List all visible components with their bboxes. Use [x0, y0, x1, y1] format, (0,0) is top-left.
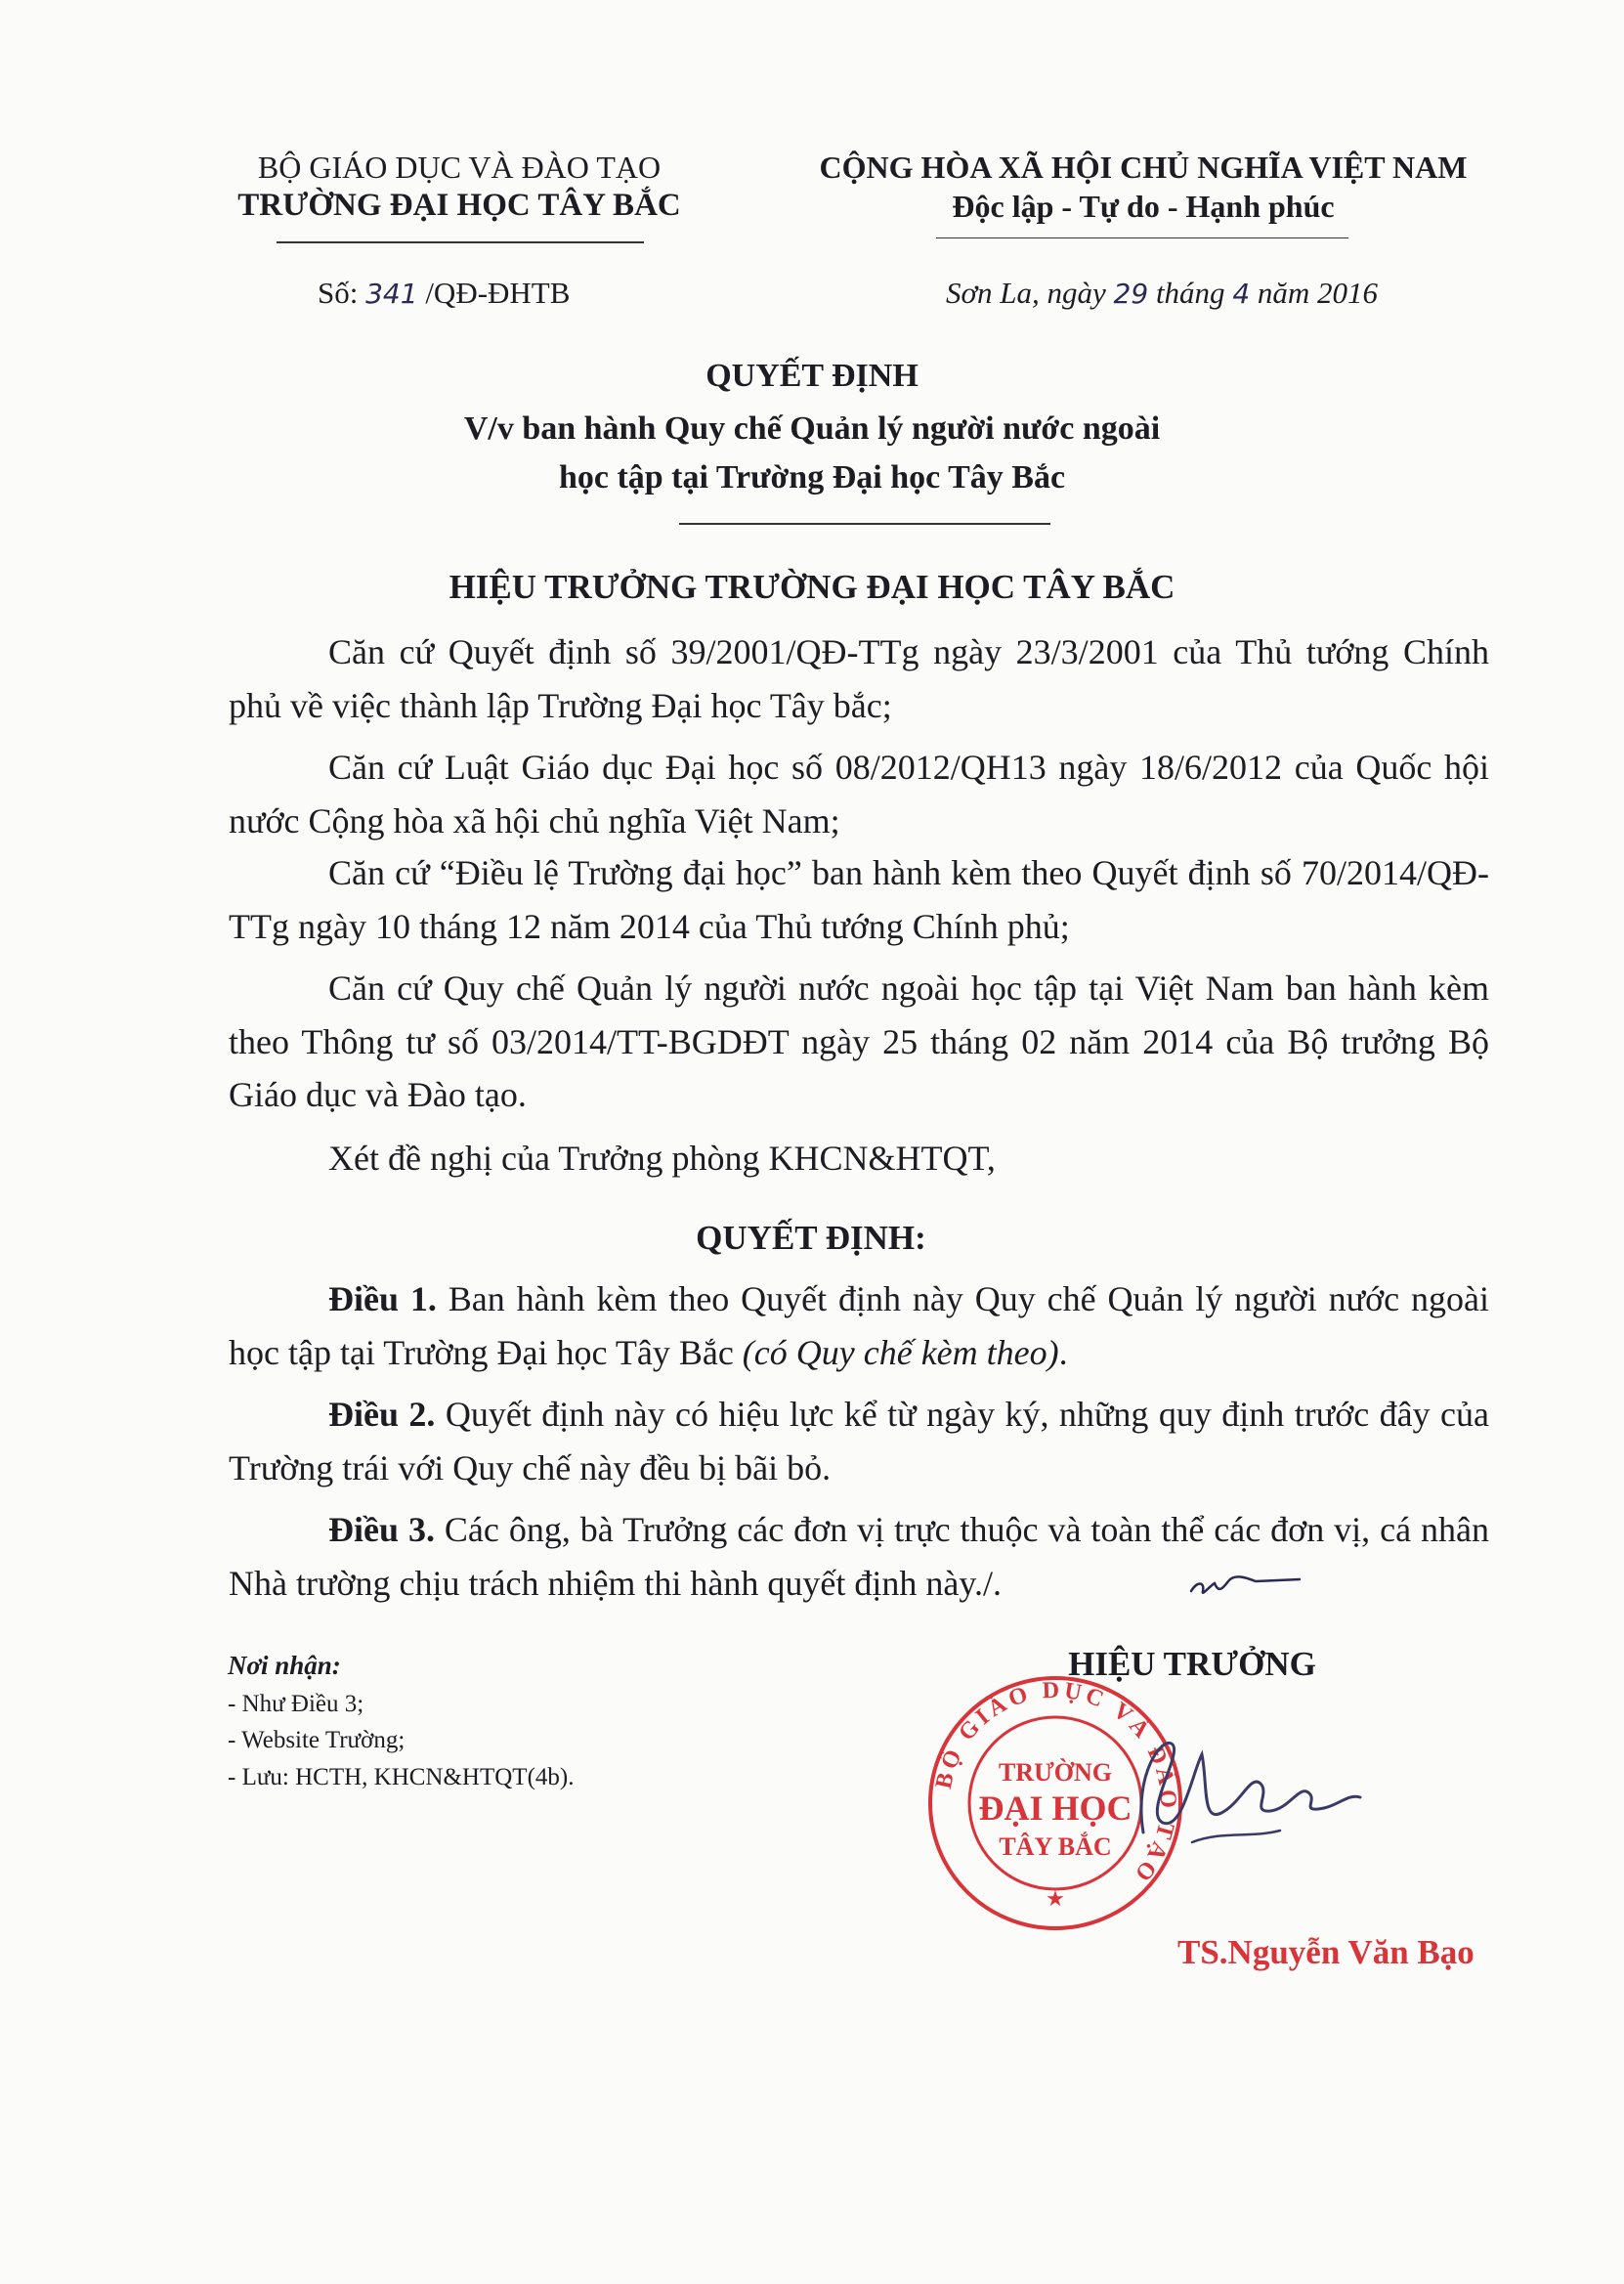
recipient-item: - Lưu: HCTH, KHCN&HTQT(4b).	[228, 1763, 575, 1790]
date-month: 4	[1232, 278, 1251, 310]
article-1-italic: (có Quy chế kèm theo)	[742, 1332, 1059, 1372]
article-3-label: Điều 3.	[328, 1510, 435, 1549]
authority-heading: HIỆU TRƯỞNG TRƯỜNG ĐẠI HỌC TÂY BẮC	[449, 568, 1175, 606]
date-day: 29	[1113, 278, 1149, 310]
subject-line-1: V/v ban hành Quy chế Quản lý người nước ngoài	[463, 410, 1161, 447]
article-1-label: Điều 1.	[328, 1279, 437, 1318]
subject-line-2: học tập tại Trường Đại học Tây Bắc	[558, 459, 1066, 496]
ministry-name: BỘ GIÁO DỤC VÀ ĐÀO TẠO	[257, 150, 662, 185]
basis-3: Căn cứ “Điều lệ Trường đại học” ban hành kèm theo Quyết định số 70/2014/QĐ-TTg ngày 10 tháng 12 năm 2014 của Thủ tướng Chính phủ;	[229, 853, 1489, 946]
title-rule	[679, 523, 1050, 525]
document-number	[318, 276, 570, 311]
article-2-text: Quyết định này có hiệu lực kể từ ngày ký, những quy định trước đây của Trường trái với Quy chế này đều bị bãi bỏ.	[229, 1395, 1489, 1487]
star-icon: ★	[1046, 1886, 1065, 1911]
date-year: năm 2016	[1250, 276, 1379, 310]
nation-name: CỘNG HÒA XÃ HỘI CHỦ NGHĨA VIỆT NAM	[819, 150, 1468, 185]
header-left-rule	[277, 241, 644, 243]
stamp-outer-text: BỘ GIÁO DỤC VÀ ĐÀO TẠO	[930, 1677, 1181, 1889]
date-month-label: tháng	[1148, 276, 1233, 310]
date-place: Sơn La, ngày	[946, 276, 1114, 310]
signature-title: HIỆU TRƯỞNG	[1068, 1645, 1316, 1683]
document-title: QUYẾT ĐỊNH	[705, 358, 919, 394]
basis-2: Căn cứ Luật Giáo dục Đại học số 08/2012/QH13 ngày 18/6/2012 của Quốc hội nước Cộng hòa xã hội chủ nghĩa Việt Nam;	[229, 748, 1489, 840]
stamp-line-2: ĐẠI HỌC	[978, 1788, 1133, 1828]
basis-5: Xét đề nghị của Trưởng phòng KHCN&HTQT,	[328, 1139, 996, 1178]
issue-date	[946, 276, 1378, 311]
recipients-heading: Nơi nhận:	[228, 1651, 341, 1680]
article-1-end: .	[1058, 1332, 1068, 1372]
nation-motto: Độc lập - Tự do - Hạnh phúc	[952, 189, 1335, 224]
recipient-item: - Website Trường;	[228, 1727, 406, 1753]
handwritten-signature	[1104, 1715, 1378, 1872]
article-1	[229, 1272, 1489, 1379]
header-right-rule	[936, 237, 1348, 238]
initials-scribble	[1187, 1564, 1304, 1603]
stamp-line-1: TRƯỜNG	[998, 1758, 1113, 1787]
number-prefix: Số:	[318, 276, 366, 310]
recipient-item: - Như Điều 3;	[228, 1690, 364, 1717]
article-2-label: Điều 2.	[328, 1395, 436, 1434]
article-1-text: Ban hành kèm theo Quyết định này Quy chế Quản lý người nước ngoài học tập tại Trường Đại học Tây Bắc	[229, 1279, 1489, 1372]
recipients-block	[228, 1646, 574, 1795]
article-3-text: Các ông, bà Trưởng các đơn vị trực thuộc và toàn thể các đơn vị, cá nhân Nhà trường chịu trách nhiệm thi hành quyết định này./.	[229, 1510, 1489, 1603]
article-2	[229, 1388, 1489, 1494]
decision-heading: QUYẾT ĐỊNH:	[696, 1219, 926, 1257]
basis-1: Căn cứ Quyết định số 39/2001/QĐ-TTg ngày 23/3/2001 của Thủ tướng Chính phủ về việc thành lập Trường Đại học Tây bắc;	[229, 632, 1489, 725]
school-name: TRƯỜNG ĐẠI HỌC TÂY BẮC	[237, 188, 681, 223]
number-value: 341	[365, 278, 418, 310]
stamp-line-3: TÂY BẮC	[999, 1832, 1112, 1861]
number-suffix: /QĐ-ĐHTB	[417, 276, 571, 310]
basis-4: Căn cứ Quy chế Quản lý người nước ngoài học tập tại Việt Nam ban hành kèm theo Thông tư số 03/2014/TT-BGDĐT ngày 25 tháng 02 năm 2014 của Bộ trưởng Bộ Giáo dục và Đào tạo.	[229, 969, 1489, 1115]
signer-name: TS.Nguyễn Văn Bạo	[1177, 1933, 1474, 1971]
